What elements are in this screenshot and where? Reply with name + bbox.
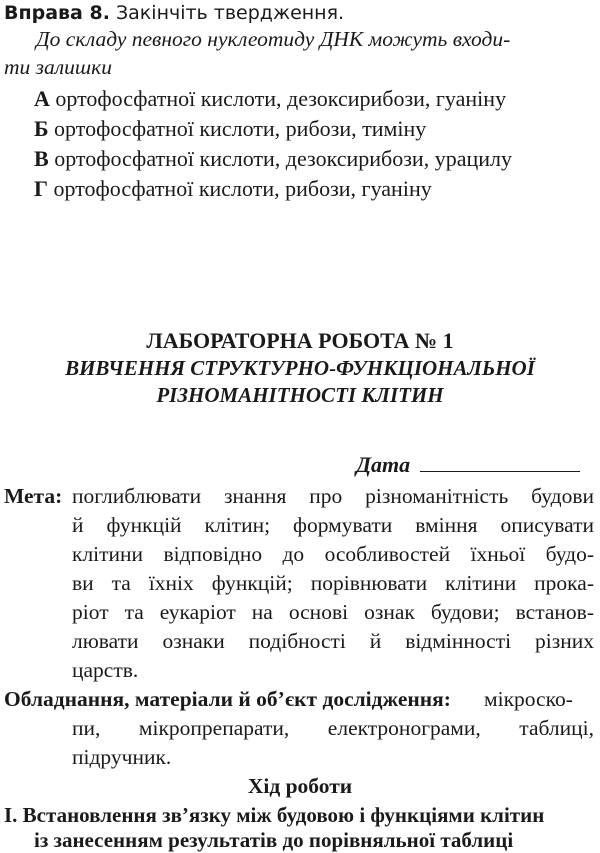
goal-line: лювати ознаки подібності й відмінності різних [72, 629, 594, 653]
date-label: Дата [356, 452, 411, 477]
equipment-line: підручник. [72, 745, 172, 769]
option-text: ортофосфатної кислоти, дезоксирибози, урацилу [54, 146, 512, 171]
goal-line: й функцій клітин; формувати вміння описувати [72, 513, 594, 537]
goal-line: царств. [72, 658, 139, 682]
lab-subtitle-line-2: РІЗНОМАНІТНОСТІ КЛІТИН [156, 383, 444, 407]
goal-label: Мета: [4, 484, 63, 508]
exercise-instruction: Закінчіть твердження. [115, 2, 345, 24]
goal-line: поглиблювати знання про різноманітність будови [72, 484, 594, 508]
question-line-1: До складу певного нуклеотиду ДНК можуть входи- [36, 27, 511, 51]
date-field [356, 452, 580, 478]
equipment-label: Обладнання, матеріали й об’єкт дослідження: [4, 687, 451, 711]
equipment-line: мікроско- [484, 687, 573, 711]
option-letter: Б [34, 116, 49, 141]
goal-line: ви та їхніх функцій; порівнювати клітини прока- [72, 571, 594, 595]
option-letter: Г [34, 176, 48, 201]
lab-subtitle-line-1: ВИВЧЕННЯ СТРУКТУРНО-ФУНКЦІОНАЛЬНОЇ [65, 356, 535, 380]
option-letter: В [34, 146, 49, 171]
section-1-line-1: I. Встановлення зв’язку між будовою і функціями клітин [4, 803, 545, 827]
section-1-line-2: із занесенням результатів до порівняльної таблиці [34, 828, 514, 852]
question-line-2: ти залишки [4, 55, 112, 79]
option-text: ортофосфатної кислоти, рибози, тиміну [54, 116, 427, 141]
exercise-label: Вправа 8. [4, 2, 110, 24]
option-letter: А [34, 86, 50, 111]
option-text: ортофосфатної кислоти, рибози, гуаніну [53, 176, 432, 201]
option-text: ортофосфатної кислоти, дезоксирибози, гуаніну [55, 86, 507, 111]
option-b [34, 116, 426, 142]
equipment-line: пи, мікропрепарати, електронограми, таблиці, [72, 716, 594, 740]
exercise-header [4, 2, 344, 24]
goal-line: клітини відповідно до особливостей їхньої будо- [72, 542, 594, 566]
goal-line: ріот та еукаріот на основі ознак будови; встанов- [72, 600, 594, 624]
lab-title: ЛАБОРАТОРНА РОБОТА № 1 [146, 328, 454, 353]
procedure-heading: Хід роботи [247, 774, 353, 798]
option-a [34, 86, 506, 112]
option-d [34, 176, 432, 202]
date-blank-line [420, 470, 580, 472]
option-c [34, 146, 512, 172]
